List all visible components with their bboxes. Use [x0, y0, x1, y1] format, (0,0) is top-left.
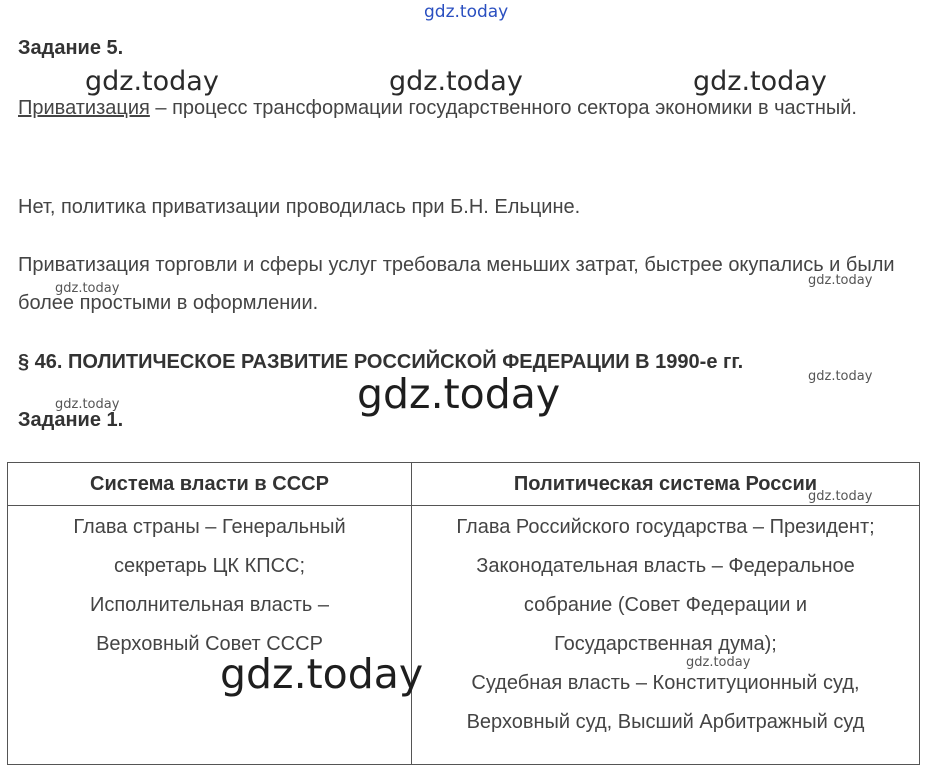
- watermark-small-2: gdz.today: [55, 281, 120, 296]
- cell-line: Исполнительная власть –: [89, 594, 330, 616]
- watermark-row1-3: gdz.today: [693, 66, 827, 97]
- table-header-russia: Политическая система России: [412, 463, 920, 506]
- comparison-table: [7, 462, 920, 765]
- watermark-small-3: gdz.today: [808, 369, 873, 384]
- table-header-row: [8, 463, 920, 506]
- cell-line: Государственная дума);: [554, 633, 777, 655]
- watermark-small-1: gdz.today: [808, 273, 873, 288]
- privatization-definition: [18, 89, 898, 127]
- privatization-definition-text: – процесс трансформации государственного сектора экономики в частный.: [149, 97, 857, 119]
- task5-title: Задание 5.: [18, 37, 124, 59]
- watermark-top: gdz.today: [424, 2, 509, 22]
- task5-answer-2: Нет, политика приватизации проводилась при Б.Н. Ельцине.: [18, 196, 581, 218]
- section-title: § 46. ПОЛИТИЧЕСКОЕ РАЗВИТИЕ РОССИЙСКОЙ ФЕДЕРАЦИИ В 1990-е гг.: [18, 351, 744, 373]
- watermark-large-2: gdz.today: [220, 650, 424, 698]
- cell-line: Верховный Совет СССР: [96, 633, 323, 655]
- cell-line: Глава Российского государства – Президент;: [456, 516, 875, 538]
- watermark-small-4: gdz.today: [55, 397, 120, 412]
- watermark-row1-1: gdz.today: [85, 66, 219, 97]
- cell-line: секретарь ЦК КПСС;: [113, 555, 306, 577]
- table-row: [8, 506, 920, 765]
- table-cell-russia: [412, 506, 920, 765]
- cell-line: Судебная власть – Конституционный суд,: [471, 672, 860, 694]
- cell-line: Законодательная власть – Федеральное: [476, 555, 855, 577]
- privatization-term: Приватизация: [18, 97, 150, 119]
- watermark-large-1: gdz.today: [357, 370, 561, 418]
- cell-line: Верховный суд, Высший Арбитражный суд: [466, 711, 865, 733]
- task5-answer-3: Приватизация торговли и сферы услуг требовала меньших затрат, быстрее окупались и были более простыми в оформлении.: [18, 254, 895, 314]
- watermark-small-6: gdz.today: [686, 655, 751, 670]
- cell-line: Глава страны – Генеральный: [73, 516, 346, 538]
- cell-line: собрание (Совет Федерации и: [523, 594, 808, 616]
- watermark-row1-2: gdz.today: [389, 66, 523, 97]
- table-header-ussr: Система власти в СССР: [8, 463, 412, 506]
- watermark-small-5: gdz.today: [808, 489, 873, 504]
- table-cell-ussr: [8, 506, 412, 765]
- task1-title: Задание 1.: [18, 409, 124, 431]
